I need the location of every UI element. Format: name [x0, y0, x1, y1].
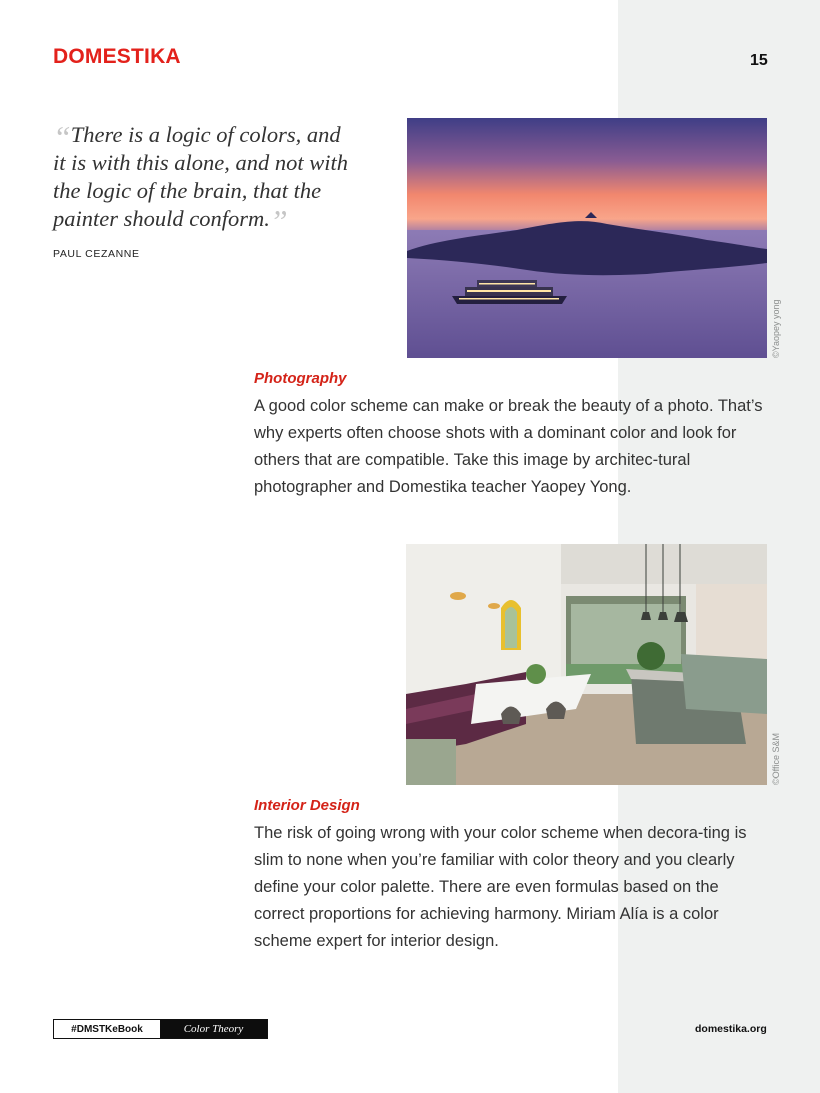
logo-text: DOMESTIKA	[53, 45, 181, 68]
quote-block	[53, 119, 353, 239]
ebook-topic: Color Theory	[160, 1020, 267, 1038]
close-quote-icon: ”	[269, 203, 288, 239]
photography-image	[407, 118, 767, 358]
photo-credit: ©Yaopey yong	[771, 299, 781, 358]
section-body-photography: A good color scheme can make or break the beauty of a photo. That’s why experts often choose shots with a dominant color and look for others that are compatible. Take this image by architec-tural photographer and Domestika teacher Yaopey Yong.	[254, 397, 763, 496]
open-quote-icon: “	[53, 119, 71, 155]
section-title-interior-design: Interior Design	[254, 797, 360, 814]
quote-text: There is a logic of colors, and it is with this alone, and not with the logic of the brain, that the painter should conform.	[53, 122, 349, 231]
ebook-hashtag[interactable]: #DMSTKeBook	[54, 1020, 160, 1038]
section-title-photography: Photography	[254, 370, 347, 387]
footer-url-link[interactable]: domestika.org	[695, 1023, 767, 1035]
quote-author: PAUL CEZANNE	[53, 248, 140, 260]
domestika-logo[interactable]	[53, 45, 181, 69]
footer-tag	[53, 1019, 268, 1039]
interior-design-image	[406, 544, 767, 785]
page-number: 15	[750, 52, 768, 69]
section-body-interior-design: The risk of going wrong with your color scheme when decora-ting is slim to none when you’re familiar with color theory and you clearly define your color palette. There are even formulas based on the correct proportions for achieving harmony. Miriam Alía is a color scheme expert for interior design.	[254, 824, 747, 950]
photo-credit: ©Office S&M	[771, 733, 781, 785]
